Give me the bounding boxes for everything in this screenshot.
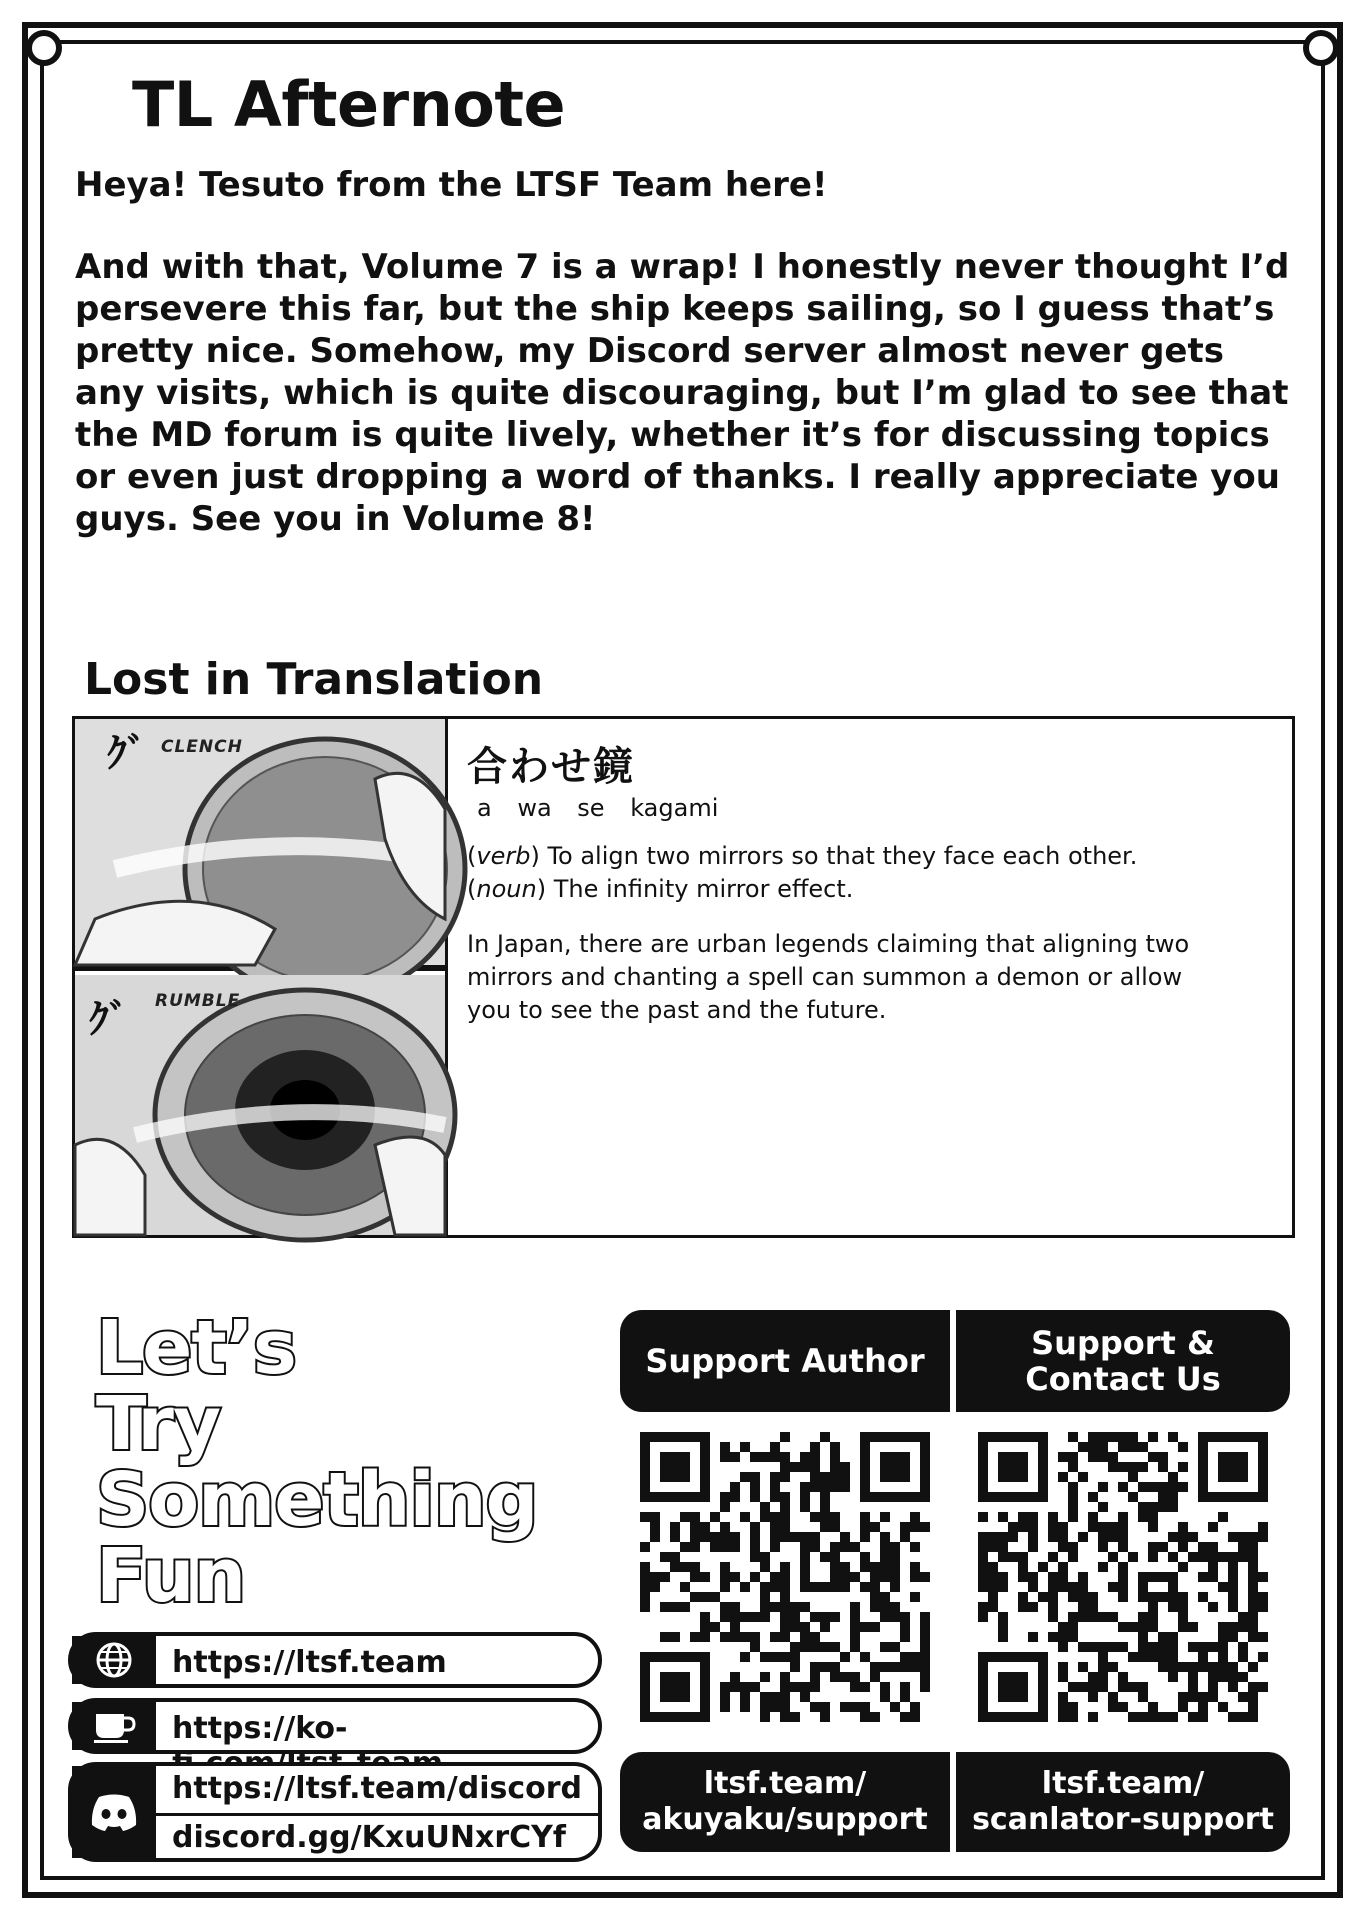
afternote-greeting: Heya! Tesuto from the LTSF Team here! xyxy=(75,165,828,205)
support-us-qr-code[interactable] xyxy=(978,1432,1268,1722)
manga-panel-clench xyxy=(75,719,445,971)
fun-title-line: Try xyxy=(96,1381,221,1467)
verb-tag: verb xyxy=(476,842,531,870)
japanese-term: 合わせ鏡 xyxy=(467,744,635,790)
website-link-row[interactable] xyxy=(68,1632,602,1688)
afternote-title: TL Afternote xyxy=(132,68,566,141)
support-us-url[interactable]: ltsf.team/ scanlator-support xyxy=(956,1752,1290,1852)
romaji: a wa se kagami xyxy=(477,794,719,822)
mirror-illustration xyxy=(75,975,445,1235)
noun-definition: (noun) The infinity mirror effect. xyxy=(467,875,854,903)
afternote-body: And with that, Volume 7 is a wrap! I honestly never thought I’d persevere this far, but the ship keeps sailing, so I guess that’s pretty nice. Somehow, my Discord server almost never gets any visits, which is quite discouraging, but I’m glad to see that the MD forum is quite lively, whether it’s for discussing topics or even just dropping a word of thanks. I really appreciate you guys. See you in Volume 8! xyxy=(75,247,1290,539)
sfx-rumble: RUMBLE xyxy=(155,991,241,1011)
globe-icon xyxy=(72,1636,156,1684)
cultural-note: In Japan, there are urban legends claiming that aligning two mirrors and chanting a spell can summon a demon or allow you to see the past and the future. xyxy=(467,930,1190,1024)
noun-tag: noun xyxy=(476,875,537,903)
support-author-url[interactable]: ltsf.team/ akuyaku/support xyxy=(620,1752,950,1852)
verb-definition-text: To align two mirrors so that they face each other. xyxy=(547,842,1138,870)
fun-title-line: Let’s xyxy=(96,1305,296,1391)
coffee-cup-icon xyxy=(72,1702,156,1750)
noun-definition-text: The infinity mirror effect. xyxy=(553,875,854,903)
frame-corner-ornament xyxy=(26,30,62,66)
discord-link-divider xyxy=(156,1813,598,1816)
definition-area xyxy=(467,735,1267,1027)
svg-text:ｸﾞ: ｸﾞ xyxy=(89,997,129,1043)
kofi-link-row[interactable] xyxy=(68,1698,602,1754)
support-author-qr-code[interactable] xyxy=(640,1432,930,1722)
fun-title-line: Fun xyxy=(96,1533,246,1619)
support-author-header: Support Author xyxy=(620,1310,950,1412)
discord-link[interactable]: https://ltsf.team/discord xyxy=(172,1771,582,1806)
lost-in-translation-heading: Lost in Translation xyxy=(84,654,544,705)
manga-panel-rumble xyxy=(75,975,445,1235)
kofi-link[interactable]: https://ko- xyxy=(172,1711,348,1746)
mirror-illustration xyxy=(75,719,445,965)
fun-title xyxy=(96,1305,538,1619)
svg-text:ｸﾞ: ｸﾞ xyxy=(107,731,147,777)
sfx-clench: CLENCH xyxy=(161,737,243,757)
verb-definition: (verb) To align two mirrors so that they face each other. xyxy=(467,842,1138,870)
manga-panels xyxy=(75,719,448,1235)
support-us-header: Support & Contact Us xyxy=(956,1310,1290,1412)
lost-in-translation-box xyxy=(72,716,1295,1238)
discord-link-row[interactable] xyxy=(68,1762,602,1862)
discord-icon xyxy=(72,1766,156,1858)
discord-invite-link[interactable]: discord.gg/KxuUNxrCYf xyxy=(172,1820,566,1855)
fun-title-line: Something xyxy=(96,1457,538,1543)
frame-corner-ornament xyxy=(1303,30,1339,66)
definitions xyxy=(467,840,1267,906)
website-link[interactable]: https://ltsf.team xyxy=(172,1645,447,1680)
